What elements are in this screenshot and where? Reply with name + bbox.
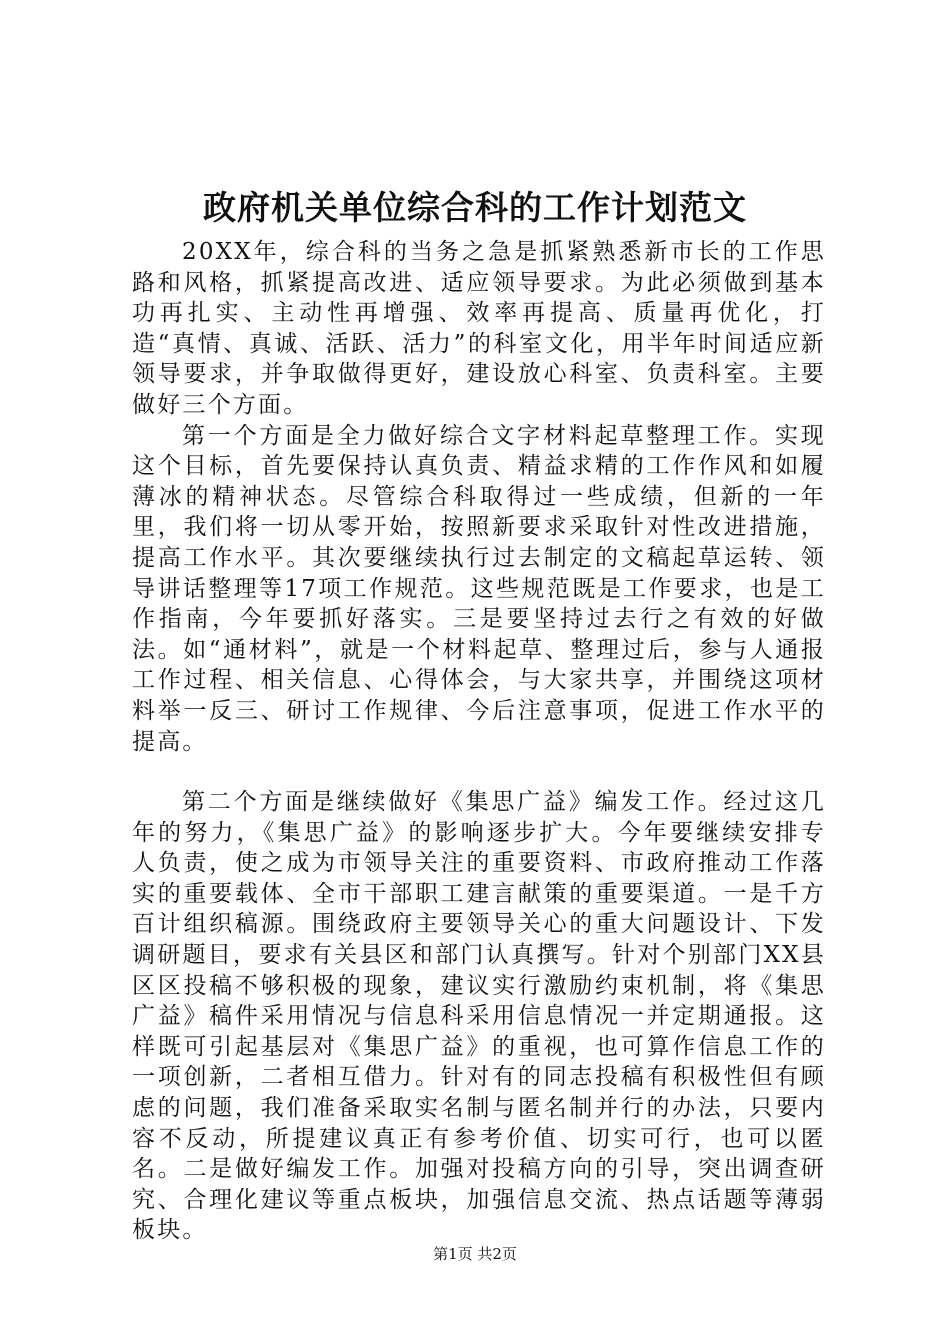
page-footer: 第1页 共2页 [433,1245,517,1263]
paragraph-first-aspect: 第一个方面是全力做好综合文字材料起草整理工作。实现这个目标，首先要保持认真负责、精益求精的工作作风和如履薄冰的精神状态。尽管综合科取得过一些成绩，但新的一年里，我们将一切从零开始，按照新要求采取针对性改进措施，提高工作水平。其次要继续执行过去制定的文稿起草运转、领导讲话整理等17项工作规范。这些规范既是工作要求，也是工作指南，今年要抓好落实。三是要坚持过去行之有效的好做法。如“通材料”，就是一个材料起草、整理过后，参与人通报工作过程、相关信息、心得体会，与大家共享，并围绕这项材料举一反三、研讨工作规律、今后注意事项，促进工作水平的提高。 [132,422,826,755]
paragraph-spacer [132,757,826,787]
document-title: 政府机关单位综合科的工作计划范文 [203,188,747,227]
paragraph-intro: 20XX年，综合科的当务之急是抓紧熟悉新市长的工作思路和风格，抓紧提高改进、适应领导要求。为此必须做到基本功再扎实、主动性再增强、效率再提高、质量再优化，打造“真情、真诚、活跃、活力”的科室文化，用半年时间适应新领导要求，并争取做得更好，建设放心科室、负责科室。主要做好三个方面。 [132,239,826,418]
paragraph-second-aspect: 第二个方面是继续做好《集思广益》编发工作。经过这几年的努力，《集思广益》的影响逐步扩大。今年要继续安排专人负责，使之成为市领导关注的重要资料、市政府推动工作落实的重要载体、全市干部职工建言献策的重要渠道。一是千方百计组织稿源。围绕政府主要领导关心的重大问题设计、下发调研题目，要求有关县区和部门认真撰写。针对个别部门XX县区区投稿不够积极的现象，建议实行激励约束机制，将《集思广益》稿件采用情况与信息科采用信息情况一并定期通报。这样既可引起基层对《集思广益》的重视，也可算作信息工作的一项创新，二者相互借力。针对有的同志投稿有积极性但有顾虑的问题，我们准备采取实名制与匿名制并行的办法，只要内容不反动，所提建议真正有参考价值、切实可行，也可以匿名。二是做好编发工作。加强对投稿方向的引导，突出调查研究、合理化建议等重点板块，加强信息交流、热点话题等薄弱板块。 [132,789,826,1244]
document-body [132,237,826,1246]
